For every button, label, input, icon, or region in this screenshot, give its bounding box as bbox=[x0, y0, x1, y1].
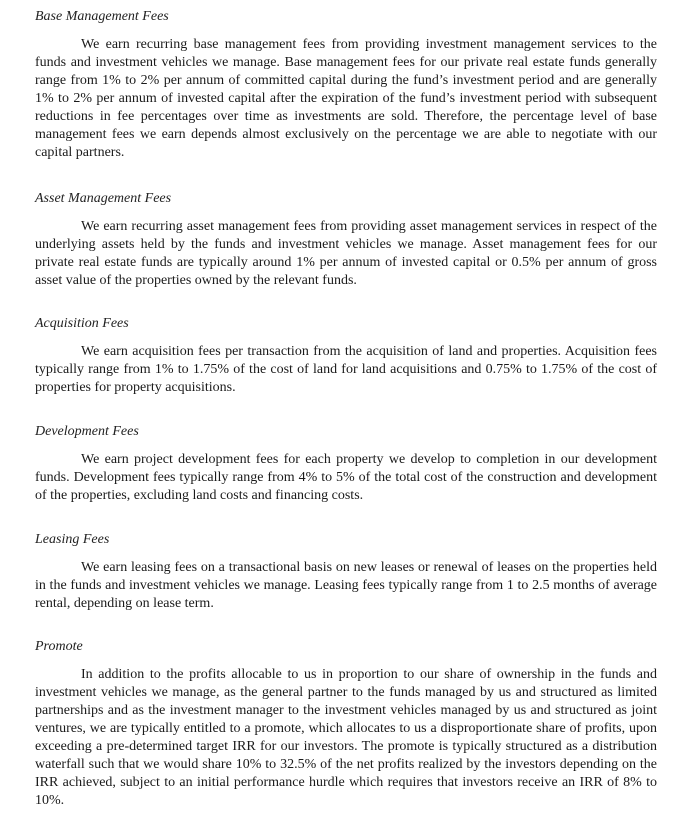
section-heading: Development Fees bbox=[35, 424, 139, 439]
section-leasing-fees bbox=[35, 531, 657, 638]
section-paragraph: We earn project development fees for each property we develop to completion in our development funds. Development fees typically range from 4% to 5% of the total cost of the construction and development of the properties, excluding land costs and financing costs. bbox=[35, 452, 657, 503]
section-asset-management-fees bbox=[35, 190, 657, 315]
section-paragraph: We earn leasing fees on a transactional basis on new leases or renewal of leases on the properties held in the funds and investment vehicles we manage. Leasing fees typically range from 1 to 2.5 months of average rental, depending on lease term. bbox=[35, 560, 657, 611]
section-promote bbox=[35, 638, 657, 810]
document-page bbox=[35, 8, 657, 810]
section-base-management-fees bbox=[35, 8, 657, 190]
section-heading: Asset Management Fees bbox=[35, 191, 172, 206]
section-development-fees bbox=[35, 423, 657, 531]
section-acquisition-fees bbox=[35, 315, 657, 423]
section-heading: Promote bbox=[35, 639, 83, 654]
section-heading: Acquisition Fees bbox=[35, 316, 129, 331]
section-paragraph: We earn recurring base management fees from providing investment management services to the funds and investment vehicles we manage. Base management fees for our private real estate funds generally range from 1% to 2% per annum of committed capital during the fund’s investment period and are generally 1% to 2% per annum of invested capital after the expiration of the fund’s investment period with subsequent reductions in fee percentages over time as investments are sold. Therefore, the percentage level of base management fees we earn depends almost exclusively on the percentage we are able to negotiate with our capital partners. bbox=[35, 37, 657, 160]
section-heading: Base Management Fees bbox=[35, 9, 169, 24]
section-paragraph: We earn acquisition fees per transaction from the acquisition of land and properties. Acquisition fees typically range from 1% to 1.75% of the cost of land for land acquisitions and 0.75% to 1.75% of the cost of properties for property acquisitions. bbox=[35, 344, 657, 395]
section-heading: Leasing Fees bbox=[35, 532, 110, 547]
section-paragraph: We earn recurring asset management fees from providing asset management services in respect of the underlying assets held by the funds and investment vehicles we manage. Asset management fees for our private real estate funds are typically around 1% per annum of invested capital or 0.5% per annum of gross asset value of the properties owned by the relevant funds. bbox=[35, 219, 657, 288]
section-paragraph: In addition to the profits allocable to us in proportion to our share of ownership in the funds and investment vehicles we manage, as the general partner to the funds managed by us and structured as limited partnerships and as the investment manager to the investment vehicles managed by us and structured as joint ventures, we are typically entitled to a promote, which allocates to us a disproportionate share of profits, upon exceeding a pre-determined target IRR for our investors. The promote is typically structured as a distribution waterfall such that we would share 10% to 32.5% of the net profits realized by the investors depending on the IRR achieved, subject to an initial performance hurdle which requires that investors receive an IRR of 8% to 10%. bbox=[35, 667, 657, 808]
